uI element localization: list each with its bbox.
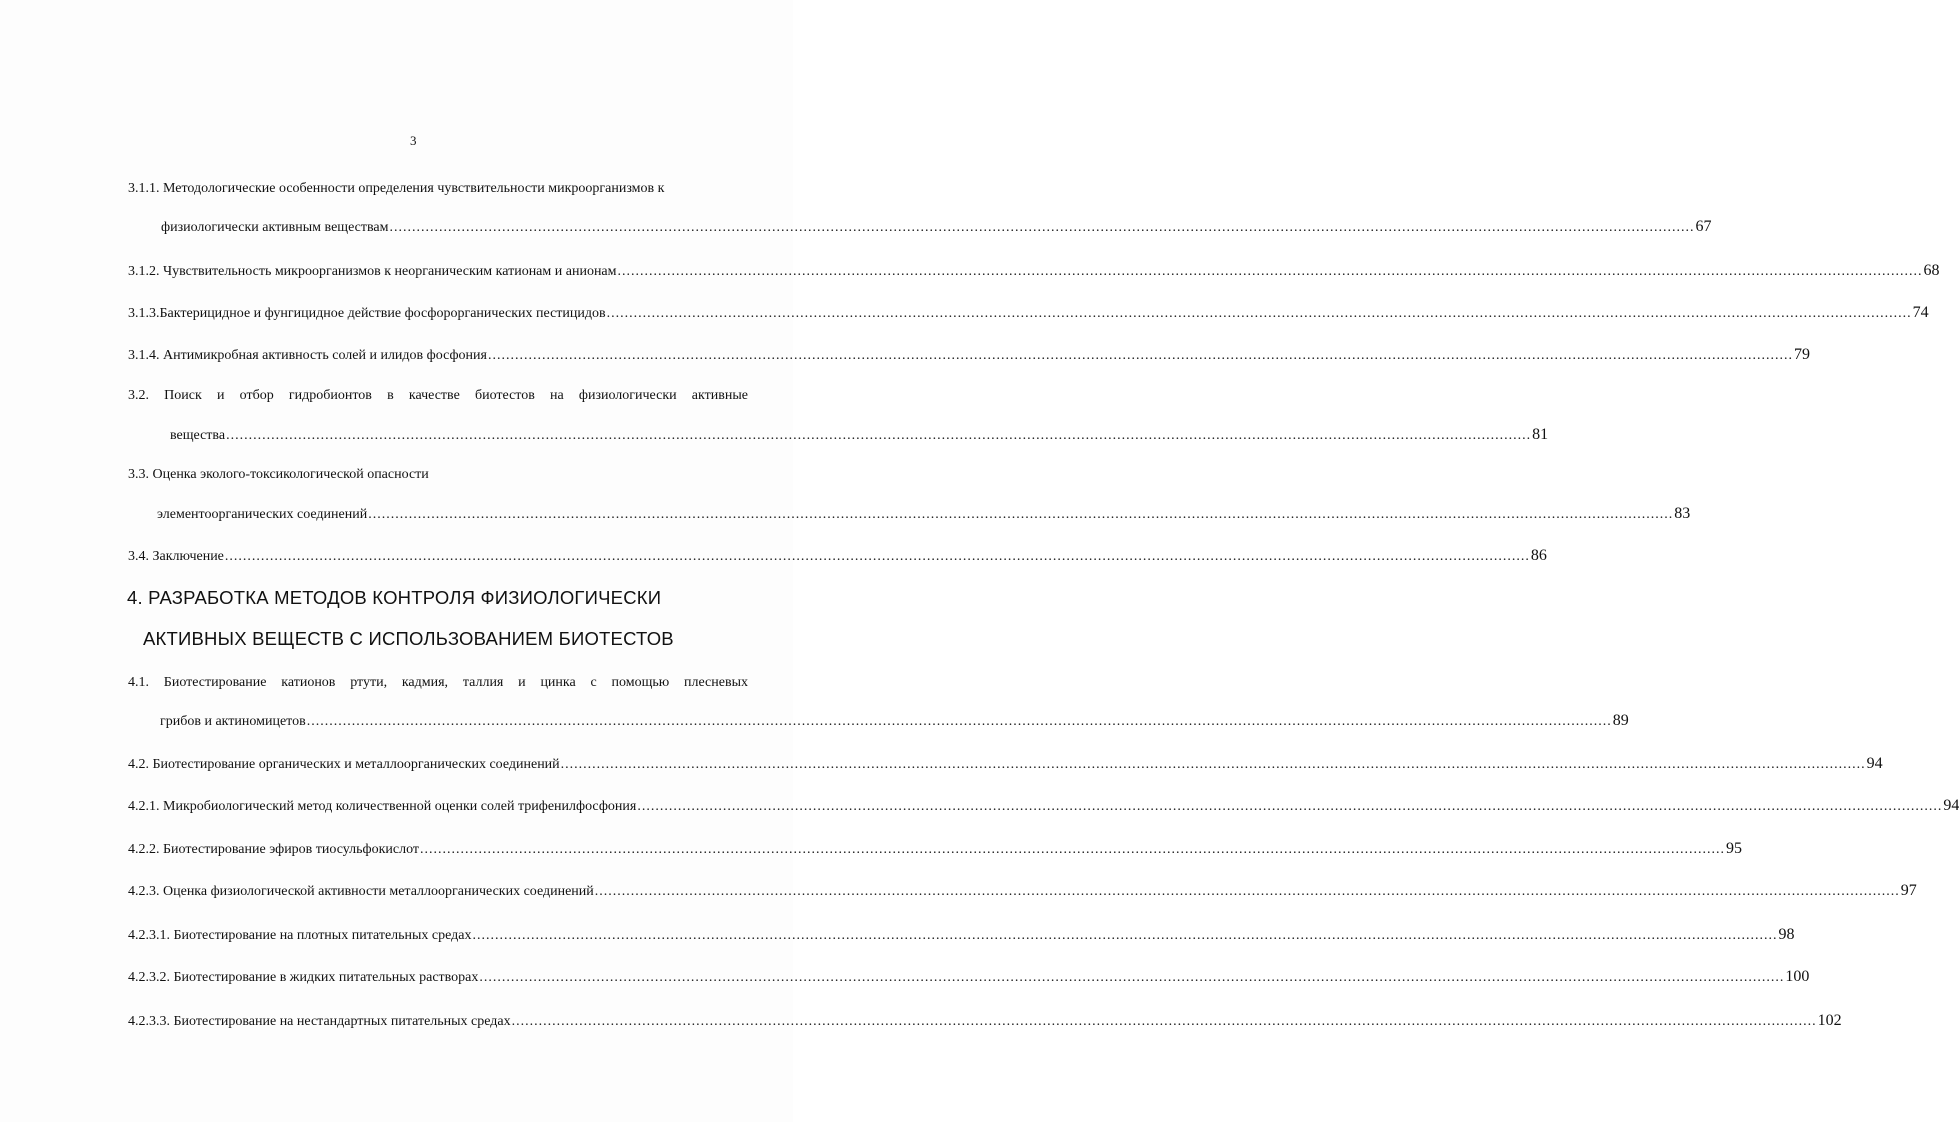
word: активные <box>691 388 748 403</box>
dot-leader: .................................................................................................................................................................................................................................................................................................. <box>487 348 1793 363</box>
toc-page-number: 86 <box>1530 547 1547 564</box>
word: цинка <box>540 675 576 690</box>
toc-entry-title: 4.2.3.2. Биотестирование в жидких питательных растворах <box>128 970 479 985</box>
toc-entry-title: 4.2.3.1. Биотестирование на плотных питательных средах <box>128 928 472 943</box>
chapter-4-heading-line1: 4. РАЗРАБОТКА МЕТОДОВ КОНТРОЛЯ ФИЗИОЛОГИЧЕСКИ <box>127 587 662 608</box>
word: с <box>590 675 597 690</box>
toc-page-number: 100 <box>1785 968 1810 985</box>
toc-entry-3-2-line1 <box>128 387 748 405</box>
word: биотестов <box>474 388 535 403</box>
word: и <box>216 388 225 403</box>
toc-page-number: 98 <box>1778 926 1795 943</box>
word: на <box>550 388 564 403</box>
toc-entry-4-2 <box>128 755 1883 774</box>
word: качестве <box>408 388 460 403</box>
chapter-4-heading-line2: АКТИВНЫХ ВЕЩЕСТВ С ИСПОЛЬЗОВАНИЕМ БИОТЕСТОВ <box>143 628 674 649</box>
toc-entry-3-4 <box>128 547 1547 566</box>
word: кадмия, <box>401 675 449 690</box>
toc-entry-4-2-3-2 <box>128 968 1810 987</box>
toc-page-number: 102 <box>1817 1012 1842 1029</box>
word: катионов <box>281 675 336 690</box>
toc-entry-title: 4.2.1. Микробиологический метод количественной оценки солей трифенилфосфония <box>128 799 637 814</box>
word: и <box>518 675 526 690</box>
word: в <box>387 388 394 403</box>
toc-entry-3-3 <box>157 505 1691 524</box>
toc-entry-4-1 <box>160 712 1629 731</box>
word: ртути, <box>350 675 388 690</box>
word: Поиск <box>164 388 202 403</box>
toc-entry-4-2-2 <box>128 840 1743 859</box>
toc-page-number: 97 <box>1900 882 1917 899</box>
toc-page-number: 94 <box>1866 755 1883 772</box>
dot-leader: .................................................................................................................................................................................................................................................................................................. <box>594 884 1900 899</box>
dot-leader: .................................................................................................................................................................................................................................................................................................. <box>479 970 1785 985</box>
toc-entry-title: 3.1.3.Бактерицидное и фунгицидное действие фосфорорганических пестицидов <box>128 306 606 321</box>
toc-page-number: 81 <box>1532 426 1549 443</box>
word: гидробионтов <box>288 388 372 403</box>
dot-leader: .................................................................................................................................................................................................................................................................................................. <box>637 799 1943 814</box>
toc-page-number: 89 <box>1612 712 1629 729</box>
toc-entry-title: 4.2.3. Оценка физиологической активности металлоорганических соединений <box>128 884 594 899</box>
toc-page-number: 67 <box>1695 218 1712 235</box>
toc-page-number: 83 <box>1674 505 1691 522</box>
word: 3.2. <box>128 388 149 403</box>
toc-entry-title: 4.2. Биотестирование органических и металлоорганических соединений <box>128 757 560 772</box>
toc-entry-3-1-1-line1: 3.1.1. Методологические особенности определения чувствительности микроорганизмов к <box>128 181 665 196</box>
dot-leader: .................................................................................................................................................................................................................................................................................................. <box>368 507 1674 522</box>
toc-entry-title: 4.2.2. Биотестирование эфиров тиосульфокислот <box>128 842 420 857</box>
toc-entry-3-1-3 <box>128 304 1929 323</box>
toc-entry-3-2 <box>170 426 1549 445</box>
toc-page-number: 79 <box>1793 346 1810 363</box>
toc-entry-title: 3.4. Заключение <box>128 549 224 564</box>
toc-page-number: 74 <box>1912 304 1929 321</box>
toc-entry-title: 4.2.3.3. Биотестирование на нестандартных питательных средах <box>128 1014 511 1029</box>
word: помощью <box>611 675 670 690</box>
toc-entry-title: 3.1.4. Антимикробная активность солей и илидов фосфония <box>128 348 487 363</box>
word: отбор <box>239 388 274 403</box>
word: 4.1. <box>128 675 149 690</box>
toc-entry-3-3-line1: 3.3. Оценка эколого-токсикологической опасности <box>128 467 429 482</box>
toc-entry-3-1-2 <box>128 262 1940 281</box>
toc-page-number: 68 <box>1923 262 1940 279</box>
word: Биотестирование <box>163 675 267 690</box>
toc-entry-title: грибов и актиномицетов <box>160 714 306 729</box>
dot-leader: .................................................................................................................................................................................................................................................................................................. <box>617 264 1923 279</box>
word: плесневых <box>684 675 748 690</box>
toc-entry-4-2-3 <box>128 882 1917 901</box>
toc-page-number: 95 <box>1726 840 1743 857</box>
dot-leader: .................................................................................................................................................................................................................................................................................................. <box>560 757 1866 772</box>
toc-entry-4-2-3-3 <box>128 1012 1842 1031</box>
toc-entry-title: физиологически активным веществам <box>161 220 389 235</box>
dot-leader: .................................................................................................................................................................................................................................................................................................. <box>511 1014 1817 1029</box>
word: физиологически <box>578 388 677 403</box>
dot-leader: .................................................................................................................................................................................................................................................................................................. <box>472 928 1778 943</box>
dot-leader: .................................................................................................................................................................................................................................................................................................. <box>420 842 1726 857</box>
page-number: 3 <box>410 133 417 148</box>
toc-entry-title: вещества <box>170 428 226 443</box>
word: таллия <box>462 675 504 690</box>
toc-entry-title: элементоорганических соединений <box>157 507 368 522</box>
dot-leader: .................................................................................................................................................................................................................................................................................................. <box>226 428 1532 443</box>
toc-entry-3-1-4 <box>128 346 1810 365</box>
dot-leader: .................................................................................................................................................................................................................................................................................................. <box>606 306 1912 321</box>
toc-entry-4-1-line1 <box>128 674 748 692</box>
toc-entry-3-1-1 <box>161 218 1712 237</box>
dot-leader: .................................................................................................................................................................................................................................................................................................. <box>224 549 1530 564</box>
toc-entry-4-2-1 <box>128 797 1959 816</box>
dot-leader: .................................................................................................................................................................................................................................................................................................. <box>389 220 1695 235</box>
toc-page-number: 94 <box>1943 797 1959 814</box>
toc-entry-4-2-3-1 <box>128 926 1795 945</box>
dot-leader: .................................................................................................................................................................................................................................................................................................. <box>306 714 1612 729</box>
toc-entry-title: 3.1.2. Чувствительность микроорганизмов к неорганическим катионам и анионам <box>128 264 617 279</box>
